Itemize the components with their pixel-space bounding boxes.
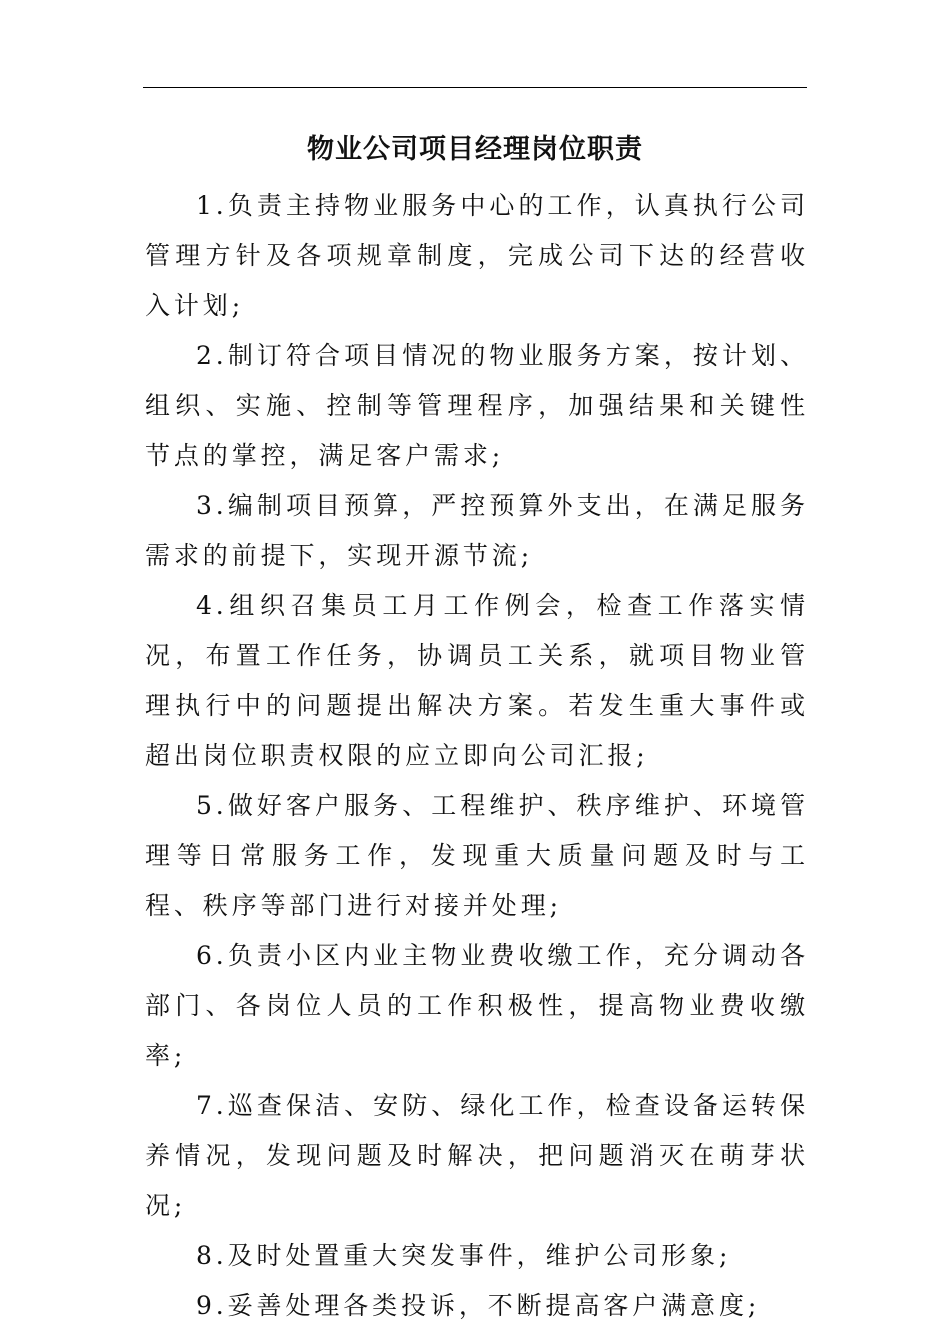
- duty-item-1: 1.负责主持物业服务中心的工作，认真执行公司管理方针及各项规章制度，完成公司下达的经营收入计划;: [145, 191, 809, 320]
- header-rule: [143, 87, 807, 88]
- document-title: 物业公司项目经理岗位职责: [307, 134, 643, 165]
- duty-item-2: 2.制订符合项目情况的物业服务方案，按计划、组织、实施、控制等管理程序，加强结果和关键性节点的掌控，满足客户需求;: [145, 341, 809, 470]
- duty-item-3: 3.编制项目预算，严控预算外支出，在满足服务需求的前提下，实现开源节流;: [145, 491, 809, 570]
- duty-item-4: 4.组织召集员工月工作例会，检查工作落实情况，布置工作任务，协调员工关系，就项目物业管理执行中的问题提出解决方案。若发生重大事件或超出岗位职责权限的应立即向公司汇报;: [145, 591, 809, 770]
- duty-item-5: 5.做好客户服务、工程维护、秩序维护、环境管理等日常服务工作，发现重大质量问题及时与工程、秩序等部门进行对接并处理;: [145, 791, 809, 920]
- duty-item-8: 8.及时处置重大突发事件，维护公司形象;: [196, 1241, 732, 1270]
- duty-item-6: 6.负责小区内业主物业费收缴工作，充分调动各部门、各岗位人员的工作积极性，提高物业费收缴率;: [145, 941, 809, 1070]
- duty-item-7: 7.巡查保洁、安防、绿化工作，检查设备运转保养情况，发现问题及时解决，把问题消灭在萌芽状况;: [145, 1091, 809, 1220]
- duty-item-9: 9.妥善处理各类投诉，不断提高客户满意度;: [196, 1291, 761, 1320]
- duty-list: [145, 181, 809, 1331]
